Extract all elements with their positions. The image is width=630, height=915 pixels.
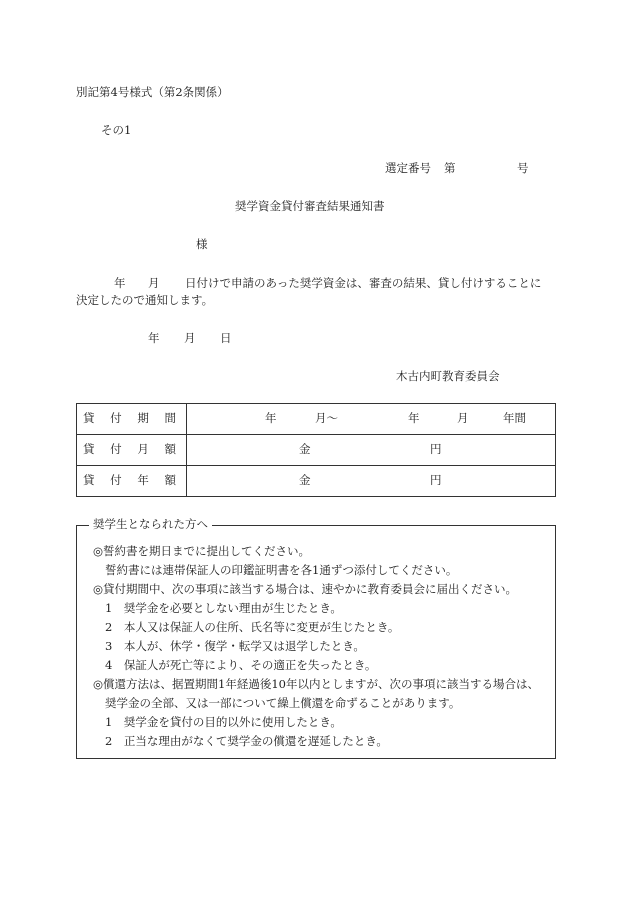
document-title: 奨学資金貸付審査結果通知書 [235, 199, 385, 213]
part-label: その1 [101, 123, 132, 137]
notice-line: 3 本人が、休学・復学・転学又は退学したとき。 [105, 639, 365, 653]
table-row-monthly-amount [77, 435, 556, 466]
body-text-line1: 日付けで申請のあった奨学資金は、審査の結果、貸し付けすることに [185, 276, 542, 290]
notice-title: 奨学生となられた方へ [89, 517, 212, 533]
notice-box [76, 517, 556, 759]
monthly-amount-value [187, 435, 556, 466]
label-char: 付 [110, 473, 122, 488]
notice-line: ◎誓約書を期日までに提出してください。 [93, 544, 311, 558]
row-label-loan-period [77, 404, 187, 435]
annual-amount-yen: 円 [430, 473, 442, 488]
notice-line: 奨学金の全部、又は一部について繰上償還を命ずることがあります。 [105, 696, 461, 710]
loan-period-value [187, 404, 556, 435]
label-char: 月 [137, 442, 149, 457]
notice-line: ◎貸付期間中、次の事項に該当する場合は、速やかに教育委員会に届出ください。 [93, 582, 518, 596]
row-label-annual-amount [77, 466, 187, 497]
issuer-name: 木古内町教育委員会 [396, 369, 500, 383]
date-day: 日 [220, 331, 232, 345]
period-years: 年間 [503, 411, 526, 426]
addressee-suffix: 様 [196, 237, 208, 251]
notice-line: ◎償還方法は、据置期間1年経過後10年以内としますが、次の事項に該当する場合は、 [93, 677, 539, 691]
form-number-label: 別記第4号様式（第2条関係） [76, 85, 229, 99]
body-text-line2: 決定したので通知します。 [76, 293, 214, 307]
annual-amount-kin: 金 [299, 473, 311, 488]
notice-line: 1 奨学金を貸付の目的以外に使用したとき。 [105, 715, 342, 729]
period-start-month: 月〜 [315, 411, 338, 426]
body-year: 年 [114, 276, 126, 290]
label-char: 期 [137, 411, 149, 426]
notice-line: 4 保証人が死亡等により、その適正を失ったとき。 [105, 658, 377, 672]
row-label-monthly-amount [77, 435, 187, 466]
table-row-annual-amount [77, 466, 556, 497]
notice-line: 2 正当な理由がなくて奨学金の償還を遅延したとき。 [105, 734, 388, 748]
date-month: 月 [184, 331, 196, 345]
selection-number-dai: 第 [444, 161, 456, 175]
label-char: 年 [137, 473, 149, 488]
annual-amount-value [187, 466, 556, 497]
notice-line: 2 本人又は保証人の住所、氏名等に変更が生じたとき。 [105, 620, 400, 634]
loan-table [76, 403, 556, 497]
period-end-month: 月 [457, 411, 469, 426]
period-start-year: 年 [265, 411, 277, 426]
notice-line: 1 奨学金を必要としない理由が生じたとき。 [105, 601, 342, 615]
monthly-amount-yen: 円 [430, 442, 442, 457]
label-char: 付 [110, 442, 122, 457]
label-char: 額 [164, 442, 176, 457]
table-row-loan-period [77, 404, 556, 435]
body-month: 月 [148, 276, 160, 290]
monthly-amount-kin: 金 [299, 442, 311, 457]
selection-number-go: 号 [517, 161, 529, 175]
date-year: 年 [148, 331, 160, 345]
period-end-year: 年 [408, 411, 420, 426]
notice-line: 誓約書には連帯保証人の印鑑証明書を各1通ずつ添付してください。 [105, 563, 458, 577]
selection-number-label: 選定番号 [385, 161, 431, 175]
label-char: 付 [110, 411, 122, 426]
label-char: 貸 [83, 411, 95, 426]
label-char: 額 [164, 473, 176, 488]
label-char: 貸 [83, 473, 95, 488]
label-char: 貸 [83, 442, 95, 457]
label-char: 間 [164, 411, 176, 426]
